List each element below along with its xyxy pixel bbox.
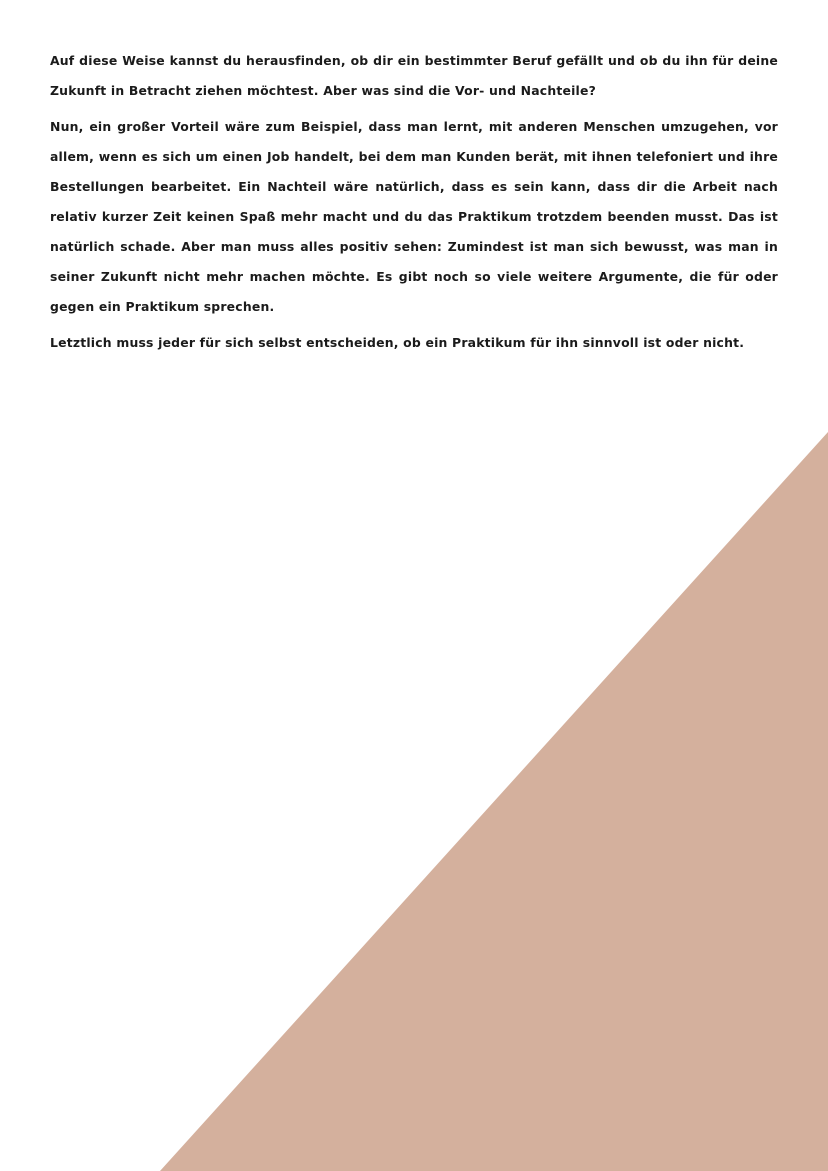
triangle-shape	[160, 432, 828, 1171]
body-text	[50, 46, 778, 364]
paragraph-pros-cons: Nun, ein großer Vorteil wäre zum Beispiel, dass man lernt, mit anderen Menschen umzugehen, vor allem, wenn es sich um einen Job handelt, bei dem man Kunden berät, mit ihnen telefoniert und ihre Bestellungen bearbeitet. Ein Nachteil wäre natürlich, dass es sein kann, dass dir die Arbeit nach relativ kurzer Zeit keinen Spaß mehr macht und du das Praktikum trotzdem beenden musst. Das ist natürlich schade. Aber man muss alles positiv sehen: Zumindest ist man sich bewusst, was man in seiner Zukunft nicht mehr machen möchte. Es gibt noch so viele weitere Argumente, die für oder gegen ein Praktikum sprechen.	[50, 119, 778, 314]
paragraph-conclusion: Letztlich muss jeder für sich selbst entscheiden, ob ein Praktikum für ihn sinnvoll ist oder nicht.	[50, 335, 745, 350]
paragraph-intro: Auf diese Weise kannst du herausfinden, ob dir ein bestimmter Beruf gefällt und ob du ihn für deine Zukunft in Betracht ziehen möchtest. Aber was sind die Vor- und Nachteile?	[50, 53, 778, 98]
